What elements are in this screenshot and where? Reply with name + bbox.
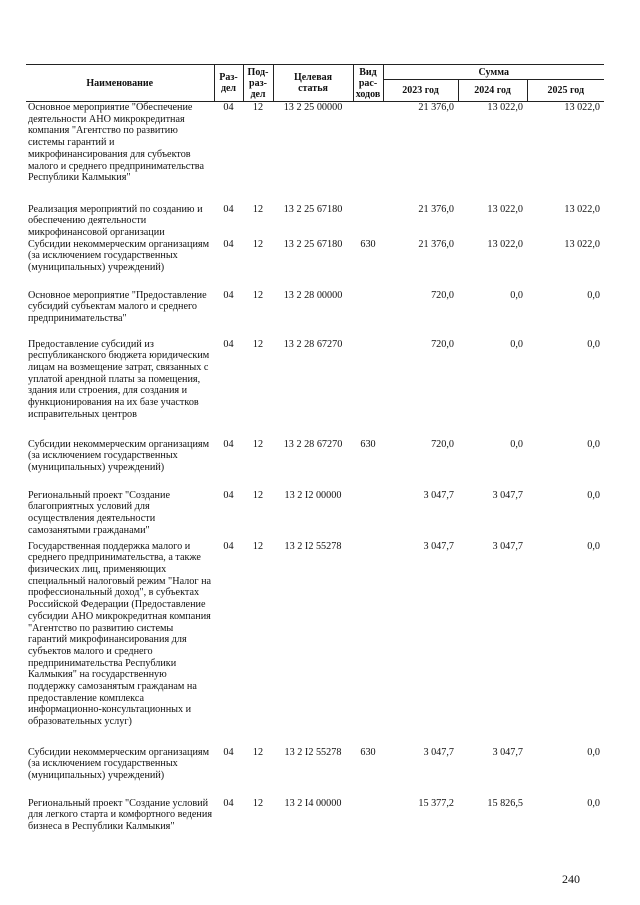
cell-statya: 13 2 25 67180: [283, 203, 343, 215]
cell-podrazdel: 12: [252, 338, 264, 350]
cell-vid: 630: [360, 438, 376, 450]
cell-y2024: 0,0: [510, 438, 523, 450]
cell-podrazdel: 12: [252, 746, 264, 758]
cell-y2023: 720,0: [431, 438, 454, 450]
cell-y2025: 0,0: [587, 540, 600, 552]
cell-name: Региональный проект "Создание благоприятных условий для осуществления деятельности самозанятыми гражданами": [28, 489, 170, 536]
table-row: [26, 290, 604, 339]
cell-statya: 13 2 25 67180: [283, 238, 343, 250]
header-name: Наименование: [26, 65, 214, 102]
cell-y2024: 3 047,7: [492, 746, 523, 758]
header-statya: Целевая статья: [273, 65, 353, 102]
cell-vid: [353, 290, 383, 339]
cell-y2023: 3 047,7: [423, 540, 454, 552]
cell-y2024: 13 022,0: [487, 238, 523, 250]
cell-vid: 630: [360, 746, 376, 758]
cell-statya: 13 2 28 67270: [283, 438, 343, 450]
cell-y2025: 0,0: [587, 489, 600, 501]
cell-y2023: 3 047,7: [423, 746, 454, 758]
cell-y2023: 21 376,0: [418, 238, 454, 250]
header-podrazdel: Под- раз- дел: [243, 65, 273, 102]
header-2023: 2023 год: [383, 80, 458, 102]
cell-statya: 13 2 I2 55278: [284, 746, 342, 758]
cell-podrazdel: 12: [252, 203, 264, 215]
table-row: [26, 204, 604, 239]
header-vid: Вид рас- ходов: [353, 65, 383, 102]
table-row: [26, 798, 604, 858]
cell-razdel: 04: [223, 540, 234, 552]
cell-statya: 13 2 25 00000: [283, 102, 343, 113]
table-row: [26, 339, 604, 439]
budget-table: [26, 64, 604, 858]
cell-razdel: 04: [223, 238, 234, 250]
table-row: [26, 541, 604, 747]
page-number: 240: [562, 872, 580, 886]
cell-podrazdel: 12: [252, 289, 264, 301]
cell-name: Основное мероприятие "Предоставление субсидий субъектам малого и среднего предпринимательства": [28, 289, 207, 325]
table-row: [26, 239, 604, 290]
cell-vid: [353, 541, 383, 747]
cell-name: Предоставление субсидий из республиканского бюджета юридическим лицам на возмещение затрат, связанных с уплатой арендной платы за помещения, здания или строения, для создания и функционирования на их базе участков исправительных центров: [28, 338, 210, 420]
cell-podrazdel: 12: [252, 102, 264, 113]
cell-name: Региональный проект "Создание условий для легкого старта и комфортного ведения бизнеса в Республики Калмыкия": [28, 797, 213, 833]
header-2025: 2025 год: [527, 80, 604, 102]
cell-y2025: 13 022,0: [564, 203, 600, 215]
cell-razdel: 04: [223, 797, 234, 809]
cell-vid: [353, 490, 383, 541]
table-body: [26, 102, 604, 858]
cell-y2023: 15 377,2: [418, 797, 454, 809]
cell-y2024: 13 022,0: [487, 203, 523, 215]
cell-name: Реализация мероприятий по созданию и обеспечению деятельности микрофинансовой организации: [28, 203, 203, 238]
cell-y2025: 13 022,0: [564, 238, 600, 250]
cell-y2025: 0,0: [587, 338, 600, 350]
cell-razdel: 04: [223, 338, 234, 350]
cell-razdel: 04: [223, 289, 234, 301]
cell-razdel: 04: [223, 438, 234, 450]
cell-statya: 13 2 I2 55278: [284, 540, 342, 552]
cell-podrazdel: 12: [252, 238, 264, 250]
cell-name: Основное мероприятие "Обеспечение деятельности АНО микрокредитная компания "Агентство по развитию системы гарантий и микрофинансирования для субъектов малого и среднего предпринимательства Республики Калмыкия": [28, 102, 204, 184]
cell-razdel: 04: [223, 489, 234, 501]
cell-name: Государственная поддержка малого и среднего предпринимательства, а также физических лиц, применяющих специальный налоговый режим "Налог на профессиональный доход", в субъектах Российской Федерации (Предоставление субсидии АНО микрокредитная компания "Агентство по развитию системы гарантий микрофинансирования для субъектов малого и среднего предпринимательства Республики Калмыкия" на государственную поддержку самозанятым гражданам на предоставление комплекса информационно-консультационных и образовательных услуг): [28, 540, 212, 728]
cell-statya: 13 2 I4 00000: [284, 797, 342, 809]
cell-vid: [353, 798, 383, 858]
cell-y2024: 0,0: [510, 338, 523, 350]
cell-y2025: 0,0: [587, 746, 600, 758]
cell-y2023: 21 376,0: [418, 102, 454, 113]
cell-y2025: 0,0: [587, 289, 600, 301]
cell-y2025: 13 022,0: [564, 102, 600, 113]
cell-vid: [353, 102, 383, 204]
cell-podrazdel: 12: [252, 540, 264, 552]
cell-y2025: 0,0: [587, 797, 600, 809]
cell-razdel: 04: [223, 746, 234, 758]
cell-statya: 13 2 28 00000: [283, 289, 343, 301]
table-row: [26, 747, 604, 798]
cell-podrazdel: 12: [252, 797, 264, 809]
cell-y2024: 13 022,0: [487, 102, 523, 113]
cell-y2024: 15 826,5: [487, 797, 523, 809]
cell-statya: 13 2 28 67270: [283, 338, 343, 350]
header-razdel: Раз- дел: [214, 65, 243, 102]
header-summa: Сумма: [383, 65, 604, 80]
cell-name: Субсидии некоммерческим организациям (за исключением государственных (муниципальных) учреждений): [28, 438, 210, 474]
cell-podrazdel: 12: [252, 438, 264, 450]
cell-y2025: 0,0: [587, 438, 600, 450]
cell-y2023: 21 376,0: [418, 203, 454, 215]
cell-y2024: 3 047,7: [492, 540, 523, 552]
cell-name: Субсидии некоммерческим организациям (за исключением государственных (муниципальных) учреждений): [28, 746, 210, 782]
cell-y2023: 720,0: [431, 338, 454, 350]
header-2024: 2024 год: [458, 80, 527, 102]
cell-y2024: 0,0: [510, 289, 523, 301]
table-row: [26, 102, 604, 204]
cell-y2024: 3 047,7: [492, 489, 523, 501]
cell-statya: 13 2 I2 00000: [284, 489, 342, 501]
cell-vid: [353, 204, 383, 239]
cell-podrazdel: 12: [252, 489, 264, 501]
table-row: [26, 490, 604, 541]
cell-razdel: 04: [223, 203, 234, 215]
table-row: [26, 439, 604, 490]
cell-y2023: 3 047,7: [423, 489, 454, 501]
cell-razdel: 04: [223, 102, 234, 113]
cell-y2023: 720,0: [431, 289, 454, 301]
cell-vid: 630: [360, 238, 376, 250]
cell-name: Субсидии некоммерческим организациям (за исключением государственных (муниципальных) учреждений): [28, 238, 210, 274]
table-header: [26, 65, 604, 102]
cell-vid: [353, 339, 383, 439]
